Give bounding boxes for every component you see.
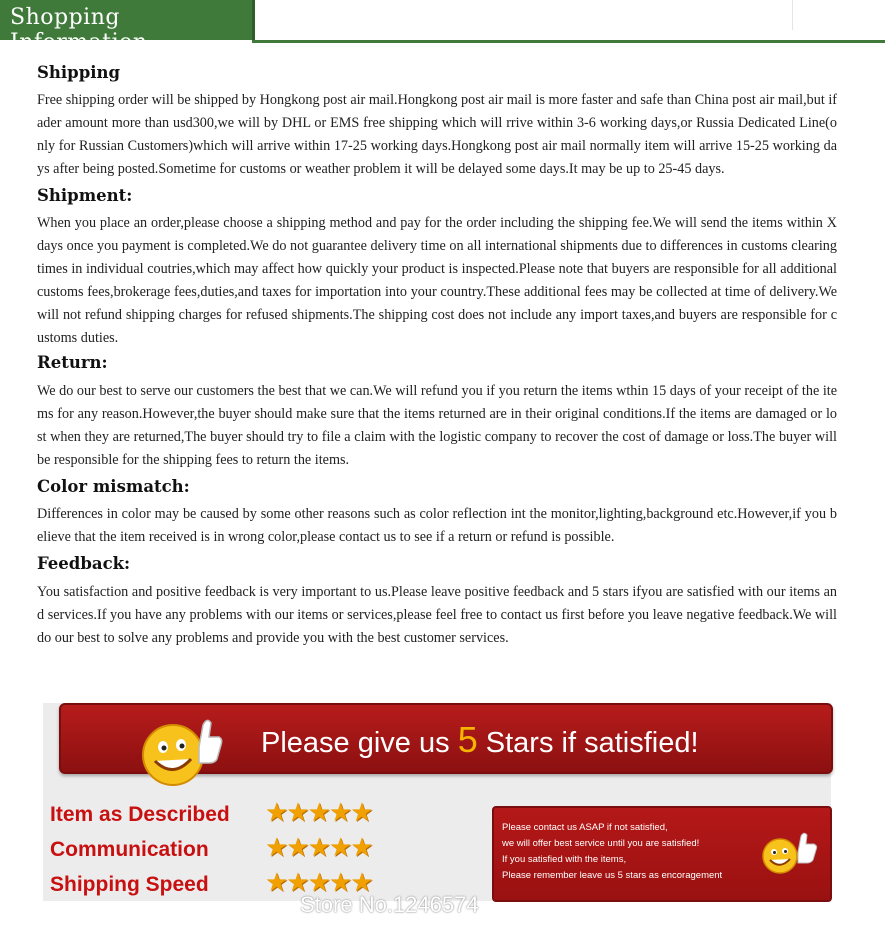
section-body-shipping: Free shipping order will be shipped by Hongkong post air mail.Hongkong post air mail is more faster and safe than China post air mail,but if ader amount more than usd300,we will by DHL or EMS free shipping which will rrive within 3-6 working days,or Russia Dedicated Line(only for Russian Customers)which will arrive within 17-25 working days.Hongkong post air mail normally item will arrive 15-25 working days after being posted.Sometime for customs or weather problem it will be delayed some days.It may be up to 25-45 days. — [37, 92, 837, 177]
header-divider — [792, 0, 793, 30]
contact-line-3: If you satisfied with the items, — [502, 854, 627, 865]
header-title: Shopping Information — [10, 5, 148, 55]
smiley-thumbs-up-icon — [133, 707, 225, 799]
rating-stars-shipping-speed: ★★★★★ — [265, 868, 372, 898]
shopping-info-header — [0, 0, 885, 55]
section-title-shipment: Shipment: — [37, 186, 133, 205]
rating-stars-communication: ★★★★★ — [265, 833, 372, 863]
headline-number: 5 — [457, 719, 478, 760]
rating-stars-item-described: ★★★★★ — [265, 798, 372, 828]
contact-line-1: Please contact us ASAP if not satisfied, — [502, 822, 668, 833]
section-title-shipping: Shipping — [37, 63, 121, 82]
store-watermark: Store No.1246574 — [300, 892, 479, 917]
section-title-feedback: Feedback: — [37, 554, 131, 573]
headline-before: Please give us — [261, 727, 450, 759]
rating-banner — [43, 703, 831, 901]
banner-headline — [261, 719, 699, 761]
section-body-return: We do our best to serve our customers the best that we can.We will refund you if you return the items wthin 15 days of your receipt of the items for any reason.However,the buyer should make sure that the items returned are in their original conditions.If the items are damaged or lost when they are returned,The buyer should try to file a claim with the logistic company to recover the cost of damage or loss.The buyer will be responsible for the shipping fees to return the items. — [37, 383, 837, 468]
contact-line-2: we will offer best service until you are satisfied! — [502, 838, 700, 849]
contact-notice-box — [492, 806, 832, 902]
section-title-color-mismatch: Color mismatch: — [37, 477, 190, 496]
rating-label-communication: Communication — [50, 838, 209, 861]
smiley-small-icon — [756, 828, 820, 880]
header-underline — [252, 40, 885, 43]
section-body-feedback: You satisfaction and positive feedback is very important to us.Please leave positive feedback and 5 stars ifyou are satisfied with our items and services.If you have any problems with our items or services,please feel free to contact us first before you leave negative feedback.We will do our best to solve any problems and provide you with the best customer services. — [37, 584, 837, 646]
info-content — [37, 60, 837, 650]
section-title-return: Return: — [37, 353, 108, 372]
header-tab — [0, 0, 255, 55]
rating-label-shipping-speed: Shipping Speed — [50, 873, 209, 896]
contact-line-4: Please remember leave us 5 stars as encoragement — [502, 870, 723, 881]
headline-after: Stars if satisfied! — [485, 727, 699, 759]
rating-label-item-described: Item as Described — [50, 803, 230, 826]
section-body-color-mismatch: Differences in color may be caused by some other reasons such as color reflection int the monitor,lighting,background etc.However,if you believe that the item received is in wrong color,please contact us to see if a return or refund is possible. — [37, 506, 837, 545]
section-body-shipment: When you place an order,please choose a shipping method and pay for the order including the shipping fee.We will send the items within X days once you payment is completed.We do not guarantee delivery time on all international shipments due to differences in customs clearing times in individual coutries,which may affect how quickly your product is inspected.Please note that buyers are responsible for all additional customs fees,brokerage fees,duties,and taxes for importation into your country.These additional fees may be collected at time of delivery.We will not refund shipping charges for refused shipments.The shipping cost does not include any import taxes,and buyers are responsible for customs duties. — [37, 215, 837, 346]
